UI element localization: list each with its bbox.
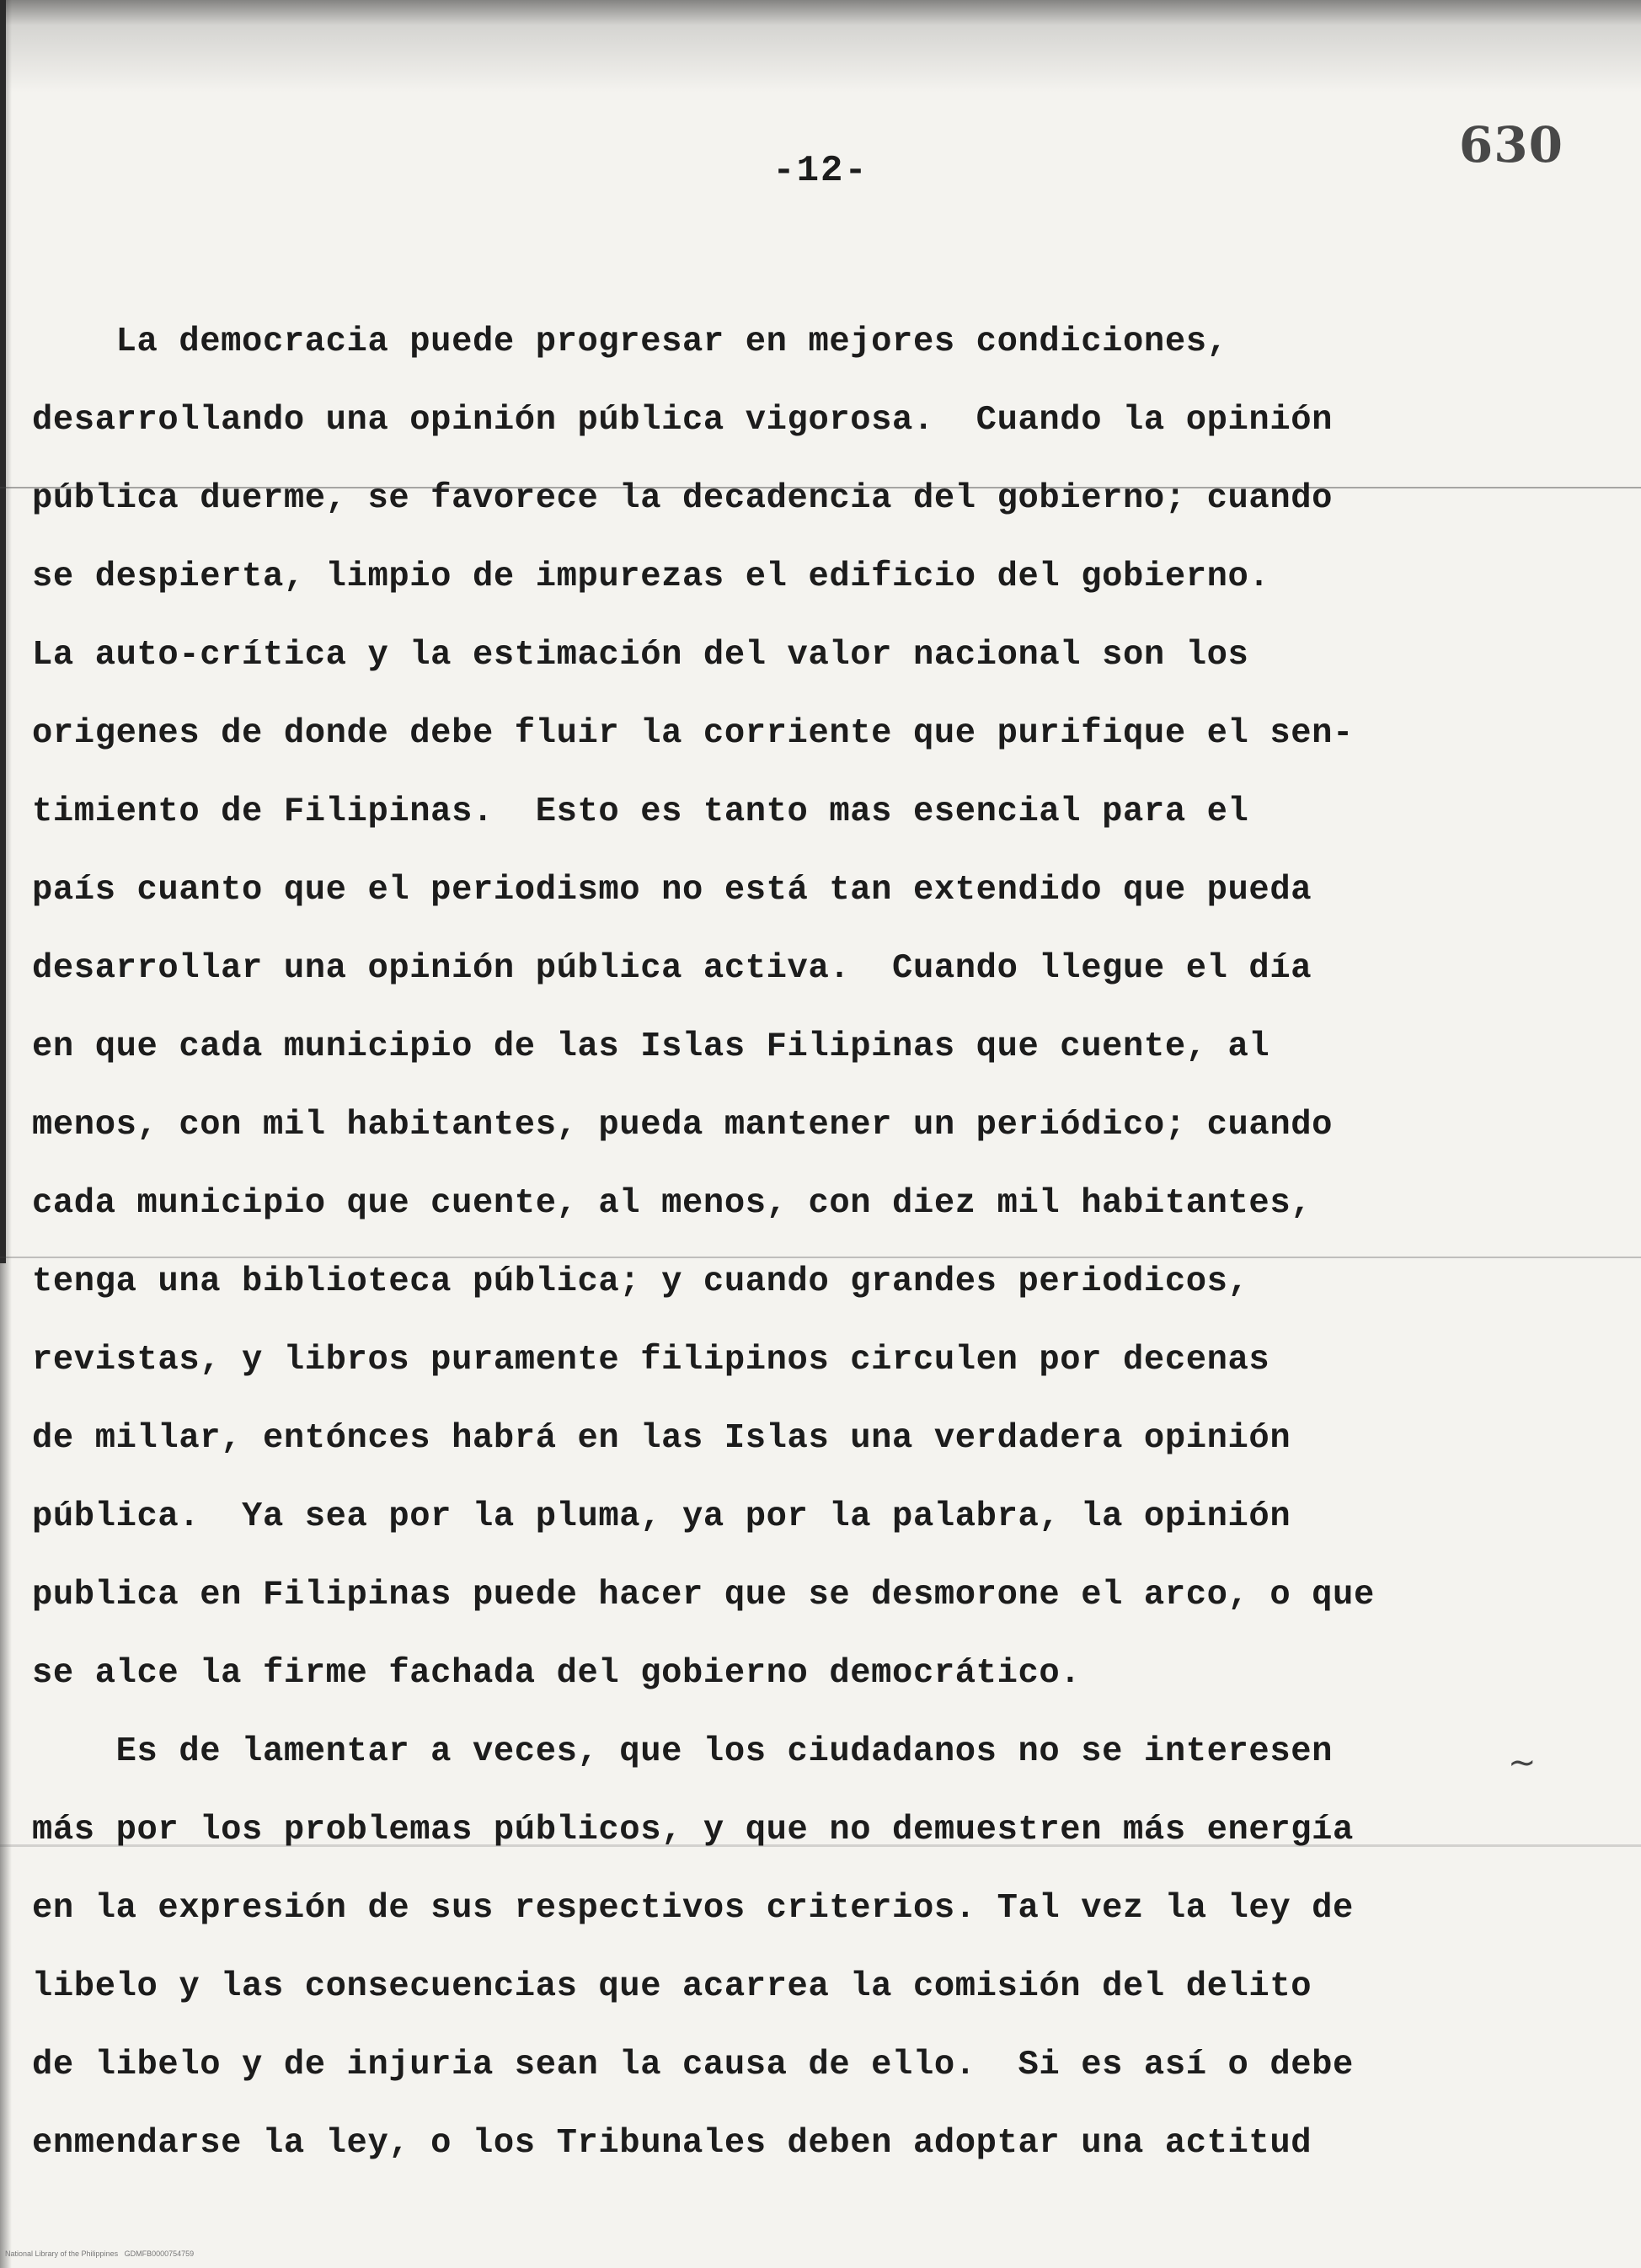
text-line: publica en Filipinas puede hacer que se desmorone el arco, o que [32, 1576, 1375, 1614]
text-line: se alce la firme fachada del gobierno democrático. [32, 1654, 1082, 1693]
text-line: La democracia puede progresar en mejores condiciones, [32, 323, 1228, 361]
text-line: pública duerme, se favorece la decadencia del gobierno; cuando [32, 479, 1334, 518]
text-line: país cuanto que el periodismo no está tan extendido que pueda [32, 871, 1312, 910]
text-line: se despierta, limpio de impurezas el edificio del gobierno. [32, 558, 1270, 596]
text-line: de libelo y de injuria sean la causa de ello. Si es así o debe [32, 2046, 1354, 2084]
text-line: desarrollando una opinión pública vigorosa. Cuando la opinión [32, 401, 1334, 440]
page-number: -12- [772, 150, 869, 192]
text-line: cada municipio que cuente, al menos, con diez mil habitantes, [32, 1184, 1312, 1223]
text-line: de millar, entónces habrá en las Islas una verdadera opinión [32, 1419, 1291, 1458]
archive-footer-label: National Library of the Philippines GDMFB0000754759 [5, 2249, 195, 2258]
text-line: revistas, y libros puramente filipinos circulen por decenas [32, 1341, 1270, 1379]
handwritten-check-mark-icon: ~ [1508, 1743, 1537, 1782]
text-line: timiento de Filipinas. Esto es tanto mas esencial para el [32, 792, 1249, 831]
text-line: enmendarse la ley, o los Tribunales deben adoptar una actitud [32, 2124, 1312, 2163]
text-line: desarrollar una opinión pública activa. Cuando llegue el día [32, 949, 1312, 988]
text-line: en la expresión de sus respectivos criterios. Tal vez la ley de [32, 1889, 1354, 1928]
text-line: Es de lamentar a veces, que los ciudadanos no se interesen [32, 1732, 1334, 1771]
text-line: libelo y las consecuencias que acarrea la comisión del delito [32, 1967, 1312, 2006]
text-line: menos, con mil habitantes, pueda mantener un periódico; cuando [32, 1106, 1334, 1145]
typed-body-text [32, 303, 1624, 2183]
text-line: pública. Ya sea por la pluma, ya por la palabra, la opinión [32, 1497, 1291, 1536]
archive-stamp-number: 630 [1458, 116, 1563, 173]
text-line: más por los problemas públicos, y que no demuestren más energía [32, 1811, 1354, 1849]
text-line: La auto-crítica y la estimación del valor nacional son los [32, 636, 1249, 675]
text-line: origenes de donde debe fluir la corriente que purifique el sen- [32, 714, 1354, 753]
text-line: tenga una biblioteca pública; y cuando grandes periodicos, [32, 1262, 1249, 1301]
text-line: en que cada municipio de las Islas Filipinas que cuente, al [32, 1027, 1270, 1066]
